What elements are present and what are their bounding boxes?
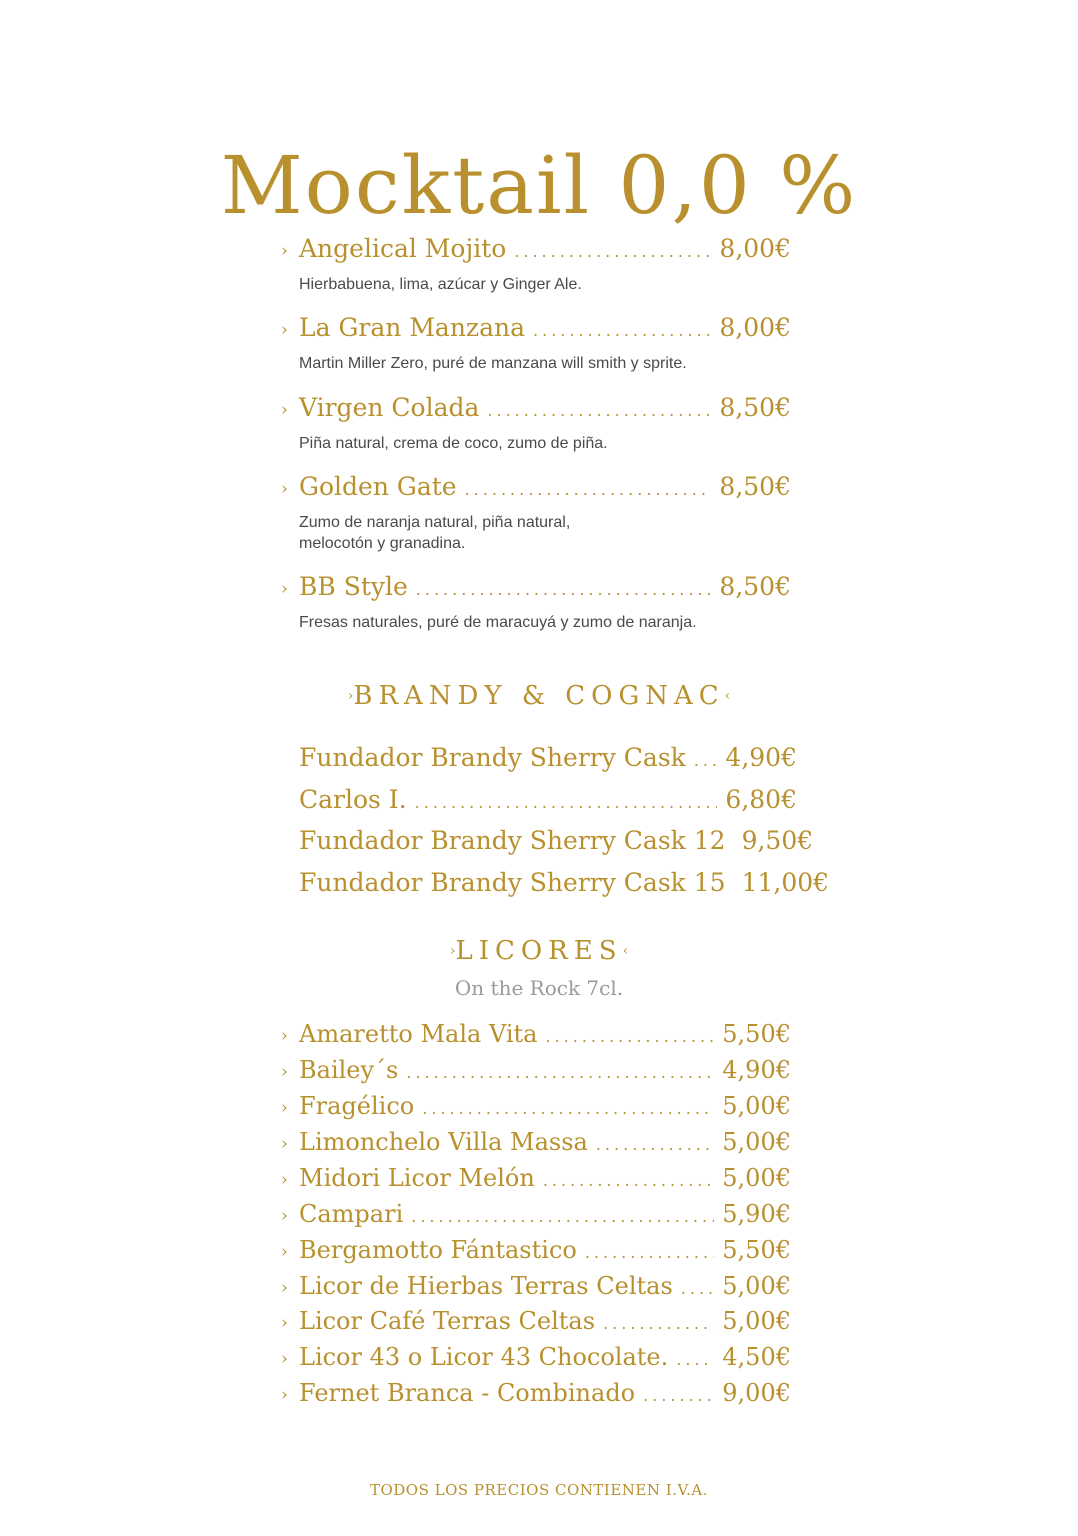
leader-dots — [603, 1314, 714, 1333]
leader-dots — [545, 1027, 714, 1046]
item-name: Licor de Hierbas Terras Celtas — [299, 1272, 673, 1300]
chevron-right-icon: › — [449, 943, 456, 959]
menu-item-mocktail — [281, 472, 791, 501]
item-description: melocotón y granadina. — [299, 535, 466, 552]
item-name: Angelical Mojito — [299, 234, 507, 263]
item-name: Fundador Brandy Sherry Cask 15 — [299, 868, 726, 897]
leader-dots — [643, 1386, 714, 1405]
menu-item-licor — [281, 1343, 791, 1371]
menu-item-licor — [281, 1236, 791, 1264]
chevron-right-icon: › — [281, 1062, 288, 1082]
item-price: 5,00€ — [722, 1164, 791, 1192]
item-price: 5,50€ — [722, 1236, 791, 1264]
item-description: Zumo de naranja natural, piña natural, — [299, 514, 571, 531]
item-price: 4,50€ — [722, 1343, 791, 1371]
item-name: Carlos I. — [299, 785, 407, 814]
heading-text: LICORES — [455, 936, 623, 966]
menu-item-mocktail — [281, 313, 791, 342]
menu-item-brandy — [299, 868, 830, 897]
menu-item-licor — [281, 1307, 791, 1335]
leader-dots — [694, 751, 718, 770]
item-price: 8,50€ — [719, 572, 791, 601]
leader-dots — [411, 1207, 714, 1226]
menu-item-licor — [281, 1272, 791, 1300]
leader-dots — [514, 242, 711, 261]
item-name: Bergamotto Fántastico — [299, 1236, 577, 1264]
menu-item-brandy — [299, 785, 797, 814]
item-description: Fresas naturales, puré de maracuyá y zumo de naranja. — [299, 614, 697, 631]
item-name: BB Style — [299, 572, 408, 601]
item-price: 5,00€ — [722, 1307, 791, 1335]
chevron-right-icon: › — [281, 1313, 288, 1333]
chevron-right-icon: › — [281, 320, 288, 340]
leader-dots — [585, 1243, 714, 1262]
item-price: 5,00€ — [722, 1272, 791, 1300]
item-price: 8,50€ — [719, 472, 791, 501]
chevron-right-icon: › — [281, 1170, 288, 1190]
item-price: 8,00€ — [719, 234, 791, 263]
section-subheading: On the Rock 7cl. — [454, 976, 624, 1000]
page-title: Mocktail 0,0 % — [220, 138, 858, 232]
chevron-right-icon: › — [281, 1026, 288, 1046]
item-description: Hierbabuena, lima, azúcar y Ginger Ale. — [299, 276, 582, 293]
item-price: 8,50€ — [719, 393, 791, 422]
item-price: 5,50€ — [722, 1020, 791, 1048]
leader-dots — [596, 1135, 714, 1154]
item-description: Piña natural, crema de coco, zumo de piña. — [299, 435, 608, 452]
menu-item-brandy — [299, 743, 797, 772]
item-name: Fragélico — [299, 1092, 415, 1120]
menu-item-licor — [281, 1379, 791, 1407]
item-price: 5,90€ — [722, 1200, 791, 1228]
section-heading-brandy — [0, 681, 1078, 711]
item-price: 6,80€ — [725, 785, 797, 814]
item-name: Licor 43 o Licor 43 Chocolate. — [299, 1343, 669, 1371]
section-heading-licores — [0, 936, 1078, 966]
chevron-left-icon: ‹ — [622, 943, 629, 959]
menu-item-licor — [281, 1128, 791, 1156]
item-name: Virgen Colada — [299, 393, 480, 422]
chevron-right-icon: › — [281, 1278, 288, 1298]
menu-item-licor — [281, 1056, 791, 1084]
item-name: Amaretto Mala Vita — [299, 1020, 538, 1048]
leader-dots — [416, 580, 712, 599]
menu-item-brandy — [299, 826, 814, 855]
item-price: 11,00€ — [741, 868, 830, 897]
heading-text: BRANDY & COGNAC — [353, 681, 725, 711]
chevron-right-icon: › — [281, 1206, 288, 1226]
item-name: La Gran Manzana — [299, 313, 526, 342]
menu-item-mocktail — [281, 234, 791, 263]
chevron-right-icon: › — [281, 1242, 288, 1262]
item-price: 9,00€ — [722, 1379, 791, 1407]
chevron-right-icon: › — [281, 1098, 288, 1118]
item-name: Fernet Branca - Combinado — [299, 1379, 636, 1407]
item-price: 4,90€ — [725, 743, 797, 772]
leader-dots — [465, 480, 712, 499]
item-price: 5,00€ — [722, 1092, 791, 1120]
item-name: Licor Café Terras Celtas — [299, 1307, 596, 1335]
chevron-left-icon: ‹ — [724, 688, 731, 704]
item-name: Limonchelo Villa Massa — [299, 1128, 588, 1156]
item-name: Fundador Brandy Sherry Cask 12 — [299, 826, 726, 855]
chevron-right-icon: › — [347, 688, 354, 704]
menu-item-licor — [281, 1200, 791, 1228]
chevron-right-icon: › — [281, 400, 288, 420]
menu-item-licor — [281, 1164, 791, 1192]
leader-dots — [487, 401, 711, 420]
chevron-right-icon: › — [281, 479, 288, 499]
menu-item-mocktail — [281, 572, 791, 601]
leader-dots — [533, 321, 711, 340]
item-price: 9,50€ — [741, 826, 814, 855]
leader-dots — [681, 1279, 715, 1298]
leader-dots — [422, 1099, 714, 1118]
leader-dots — [543, 1171, 714, 1190]
chevron-right-icon: › — [281, 1349, 288, 1369]
menu-item-licor — [281, 1020, 791, 1048]
chevron-right-icon: › — [281, 241, 288, 261]
item-name: Fundador Brandy Sherry Cask — [299, 743, 686, 772]
leader-dots — [676, 1350, 714, 1369]
item-description: Martin Miller Zero, puré de manzana will smith y sprite. — [299, 355, 687, 372]
item-price: 8,00€ — [719, 313, 791, 342]
item-price: 5,00€ — [722, 1128, 791, 1156]
chevron-right-icon: › — [281, 579, 288, 599]
item-price: 4,90€ — [722, 1056, 791, 1084]
menu-item-licor — [281, 1092, 791, 1120]
item-name: Bailey´s — [299, 1056, 399, 1084]
chevron-right-icon: › — [281, 1385, 288, 1405]
chevron-right-icon: › — [281, 1134, 288, 1154]
item-name: Golden Gate — [299, 472, 457, 501]
leader-dots — [406, 1063, 714, 1082]
footer-note: TODOS LOS PRECIOS CONTIENEN I.V.A. — [369, 1481, 709, 1499]
menu-item-mocktail — [281, 393, 791, 422]
item-name: Campari — [299, 1200, 404, 1228]
item-name: Midori Licor Melón — [299, 1164, 535, 1192]
leader-dots — [415, 793, 718, 812]
